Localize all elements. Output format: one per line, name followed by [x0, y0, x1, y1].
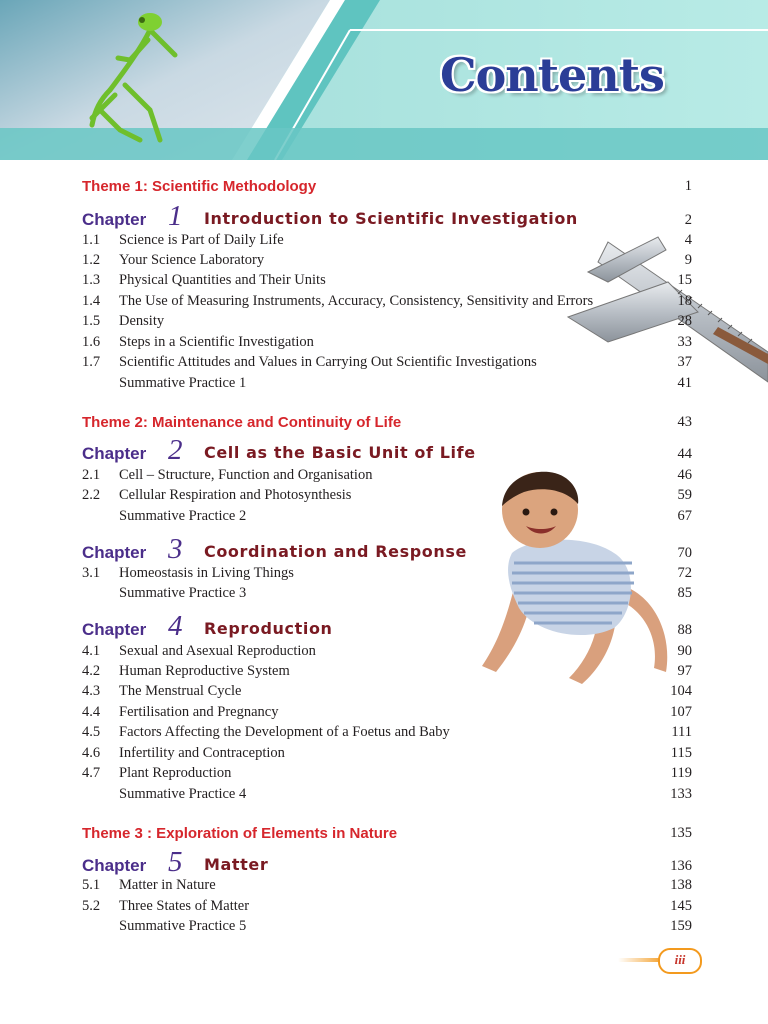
page-number-ref: 59 [677, 487, 692, 503]
page-number-pill [658, 948, 702, 974]
section-number: 5.1 [82, 877, 101, 893]
toc-section-row [82, 487, 692, 507]
toc-section-row [82, 354, 692, 374]
section-number: 4.3 [82, 683, 101, 699]
section-title: Infertility and Contraception [119, 745, 285, 761]
theme-heading: Theme 1: Scientific Methodology [82, 178, 317, 195]
toc-summative-row [82, 786, 692, 806]
section-number: 4.4 [82, 704, 101, 720]
toc-chapter-row [82, 533, 692, 565]
page-title: Contents [440, 48, 664, 102]
page-number-ref: 88 [677, 622, 692, 638]
toc-section-row [82, 745, 692, 765]
page-number-ref: 44 [677, 446, 692, 462]
chapter-label: Chapter [82, 210, 147, 229]
page-number-ref: 67 [677, 508, 692, 524]
toc-summative-row [82, 585, 692, 605]
section-title: Plant Reproduction [119, 765, 232, 781]
chapter-label: Chapter [82, 444, 147, 463]
toc-section-row [82, 565, 692, 585]
section-title: Density [119, 313, 165, 329]
section-title: The Menstrual Cycle [119, 683, 242, 699]
section-number: 2.2 [82, 487, 101, 503]
page-number-ref: 111 [671, 724, 692, 740]
page-number-ref: 107 [670, 704, 692, 720]
chapter-number: 3 [168, 533, 183, 565]
page-number-ref: 90 [677, 643, 692, 659]
page-number-ref: 145 [670, 898, 692, 914]
chapter-title: Coordination and Response [204, 542, 467, 561]
section-title: Human Reproductive System [119, 663, 290, 679]
chapter-number: 4 [168, 610, 183, 642]
page-number-ref: 28 [677, 313, 692, 329]
page-number-ref: 115 [670, 745, 692, 761]
section-title: Homeostasis in Living Things [119, 565, 294, 581]
page-number-ref: 37 [677, 354, 692, 370]
page-number-ref: 119 [670, 765, 692, 781]
theme-heading: Theme 3 : Exploration of Elements in Nature [82, 825, 398, 842]
page-number-ref: 136 [670, 858, 692, 874]
section-title: Cellular Respiration and Photosynthesis [119, 487, 352, 503]
chapter-title: Introduction to Scientific Investigation [204, 209, 578, 228]
page-number-ref: 43 [677, 414, 692, 430]
chapter-number: 2 [168, 434, 183, 466]
chapter-title: Matter [204, 855, 269, 874]
toc-chapter-row [82, 610, 692, 642]
page-number-ref: 15 [677, 272, 692, 288]
chapter-label: Chapter [82, 856, 147, 875]
page-number-ref: 41 [677, 375, 692, 391]
page-number: iii [674, 952, 686, 967]
toc-section-row [82, 643, 692, 663]
page-number-ref: 133 [670, 786, 692, 802]
section-title: Fertilisation and Pregnancy [119, 704, 279, 720]
section-title: Sexual and Asexual Reproduction [119, 643, 316, 659]
section-title: Matter in Nature [119, 877, 216, 893]
toc-section-row [82, 272, 692, 292]
page-number-ref: 18 [677, 293, 692, 309]
toc-section-row [82, 704, 692, 724]
toc-section-row [82, 232, 692, 252]
section-number: 4.6 [82, 745, 101, 761]
toc-summative-row [82, 508, 692, 528]
section-title: Cell – Structure, Function and Organisation [119, 467, 373, 483]
toc-section-row [82, 334, 692, 354]
toc-theme-row [82, 178, 692, 198]
page-number-ref: 2 [684, 212, 692, 228]
toc-section-row [82, 293, 692, 313]
chapter-label: Chapter [82, 543, 147, 562]
summative-practice-title: Summative Practice 5 [119, 918, 247, 934]
theme-heading: Theme 2: Maintenance and Continuity of Life [82, 414, 402, 431]
toc-section-row [82, 724, 692, 744]
section-number: 2.1 [82, 467, 101, 483]
page-number-ref: 4 [684, 232, 692, 248]
chapter-title: Reproduction [204, 619, 333, 638]
toc-section-row [82, 683, 692, 703]
toc-theme-row [82, 414, 692, 434]
section-number: 3.1 [82, 565, 101, 581]
toc-theme-row [82, 825, 692, 845]
section-number: 4.5 [82, 724, 101, 740]
toc-section-row [82, 252, 692, 272]
page-number-ref: 159 [670, 918, 692, 934]
summative-practice-title: Summative Practice 4 [119, 786, 247, 802]
toc-chapter-row [82, 846, 692, 878]
toc-chapter-row [82, 200, 692, 232]
page-number-ref: 9 [684, 252, 692, 268]
section-title: Physical Quantities and Their Units [119, 272, 326, 288]
section-number: 1.3 [82, 272, 101, 288]
chapter-title: Cell as the Basic Unit of Life [204, 443, 476, 462]
toc-section-row [82, 877, 692, 897]
section-title: The Use of Measuring Instruments, Accuracy, Consistency, Sensitivity and Errors [119, 293, 594, 309]
section-number: 4.2 [82, 663, 101, 679]
section-number: 1.4 [82, 293, 101, 309]
toc-section-row [82, 467, 692, 487]
page-number-ref: 70 [677, 545, 692, 561]
chapter-number: 1 [168, 200, 183, 232]
section-title: Scientific Attitudes and Values in Carrying Out Scientific Investigations [119, 354, 537, 370]
section-title: Science is Part of Daily Life [119, 232, 284, 248]
toc-summative-row [82, 375, 692, 395]
page-number-ref: 85 [677, 585, 692, 601]
section-number: 5.2 [82, 898, 101, 914]
section-number: 1.7 [82, 354, 101, 370]
chapter-label: Chapter [82, 620, 147, 639]
section-number: 1.5 [82, 313, 101, 329]
page-number-ref: 33 [677, 334, 692, 350]
page-number-ref: 104 [670, 683, 692, 699]
section-number: 4.7 [82, 765, 101, 781]
page-number-ref: 1 [684, 178, 692, 194]
section-title: Three States of Matter [119, 898, 250, 914]
section-title: Factors Affecting the Development of a Foetus and Baby [119, 724, 450, 740]
toc-section-row [82, 663, 692, 683]
summative-practice-title: Summative Practice 3 [119, 585, 247, 601]
page-number-ref: 135 [670, 825, 692, 841]
section-title: Steps in a Scientific Investigation [119, 334, 314, 350]
section-number: 1.2 [82, 252, 101, 268]
page-number-ref: 138 [670, 877, 692, 893]
page-number-ref: 97 [677, 663, 692, 679]
section-number: 1.6 [82, 334, 101, 350]
page-number-badge [618, 948, 700, 972]
toc-summative-row [82, 918, 692, 938]
section-number: 1.1 [82, 232, 101, 248]
toc-chapter-row [82, 434, 692, 466]
summative-practice-title: Summative Practice 1 [119, 375, 247, 391]
toc-section-row [82, 313, 692, 333]
toc-section-row [82, 898, 692, 918]
section-title: Your Science Laboratory [119, 252, 265, 268]
chapter-number: 5 [168, 846, 183, 878]
section-number: 4.1 [82, 643, 101, 659]
summative-practice-title: Summative Practice 2 [119, 508, 247, 524]
toc-section-row [82, 765, 692, 785]
page-number-ref: 46 [677, 467, 692, 483]
page-number-ref: 72 [677, 565, 692, 581]
